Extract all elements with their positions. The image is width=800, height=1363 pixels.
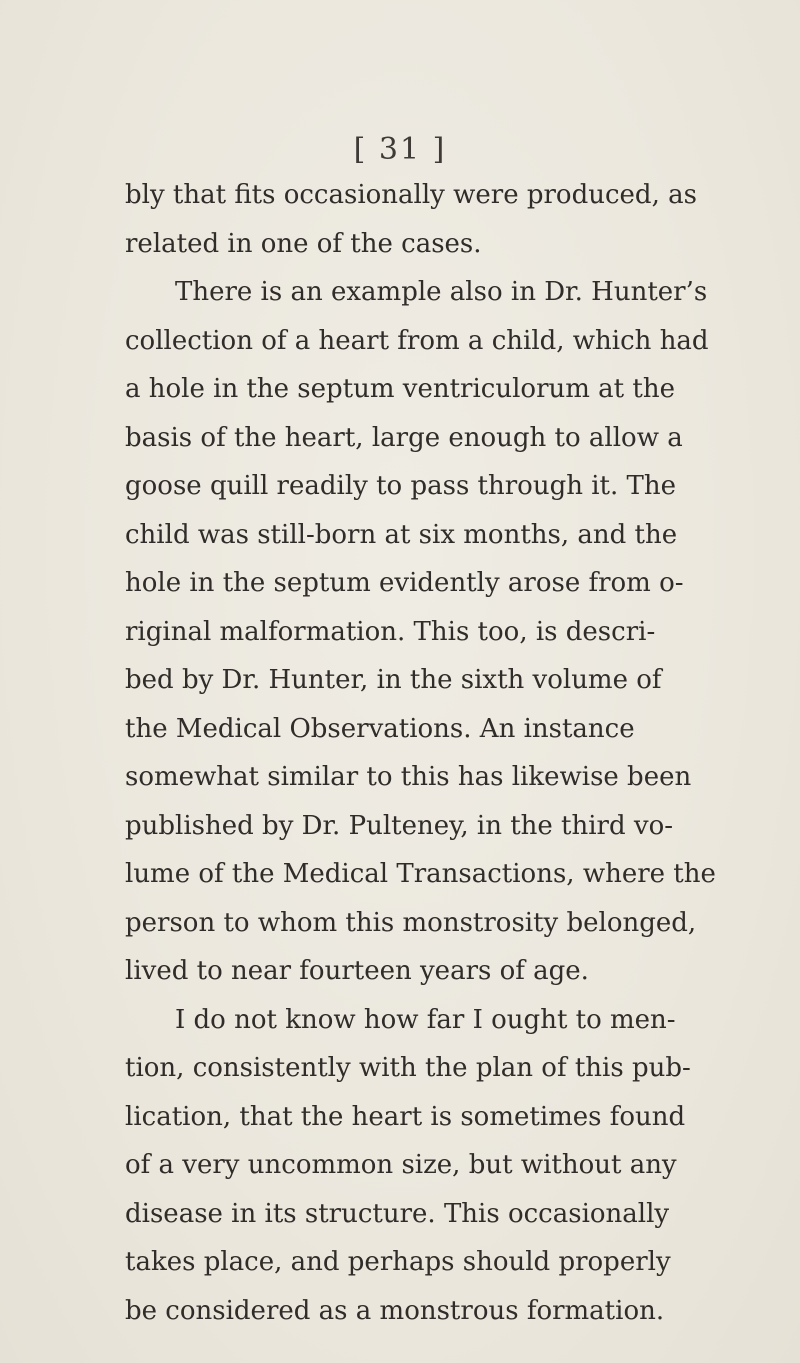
- page-number: [ 31 ]: [353, 132, 447, 167]
- text-line: lived to near fourteen years of age.: [125, 956, 589, 986]
- text-line: published by Dr. Pulteney, in the third vo-: [125, 810, 674, 841]
- text-line: hole in the septum evidently arose from o-: [125, 568, 684, 598]
- text-line: I do not know how far I ought to men-: [175, 1004, 676, 1035]
- text-line: bed by Dr. Hunter, in the sixth volume of: [125, 665, 662, 695]
- text-line: There is an example also in Dr. Hunter’s: [175, 277, 708, 307]
- text-line: lication, that the heart is sometimes found: [125, 1101, 686, 1132]
- text-line: basis of the heart, large enough to allow a: [125, 422, 683, 453]
- text-line: takes place, and perhaps should properly: [125, 1247, 671, 1277]
- text-line: child was still-born at six months, and the: [125, 519, 678, 550]
- text-line: riginal malformation. This too, is descri-: [125, 616, 656, 647]
- text-line: lume of the Medical Transactions, where the: [125, 859, 716, 889]
- text-line: be considered as a monstrous formation.: [125, 1295, 665, 1326]
- text-line: the Medical Observations. An instance: [125, 713, 635, 744]
- text-line: related in one of the cases.: [125, 228, 482, 259]
- text-line: collection of a heart from a child, which had: [125, 325, 709, 356]
- text-line: person to whom this monstrosity belonged,: [125, 907, 697, 938]
- text-line: somewhat similar to this has likewise been: [125, 762, 692, 792]
- text-line: a hole in the septum ventriculorum at the: [125, 374, 675, 404]
- text-line: goose quill readily to pass through it. The: [125, 471, 676, 501]
- text-line: disease in its structure. This occasionally: [125, 1198, 670, 1229]
- text-line: bly that fits occasionally were produced, as: [125, 180, 697, 210]
- text-line: tion, consistently with the plan of this pub-: [125, 1053, 691, 1083]
- text-line: of a very uncommon size, but without any: [125, 1150, 677, 1180]
